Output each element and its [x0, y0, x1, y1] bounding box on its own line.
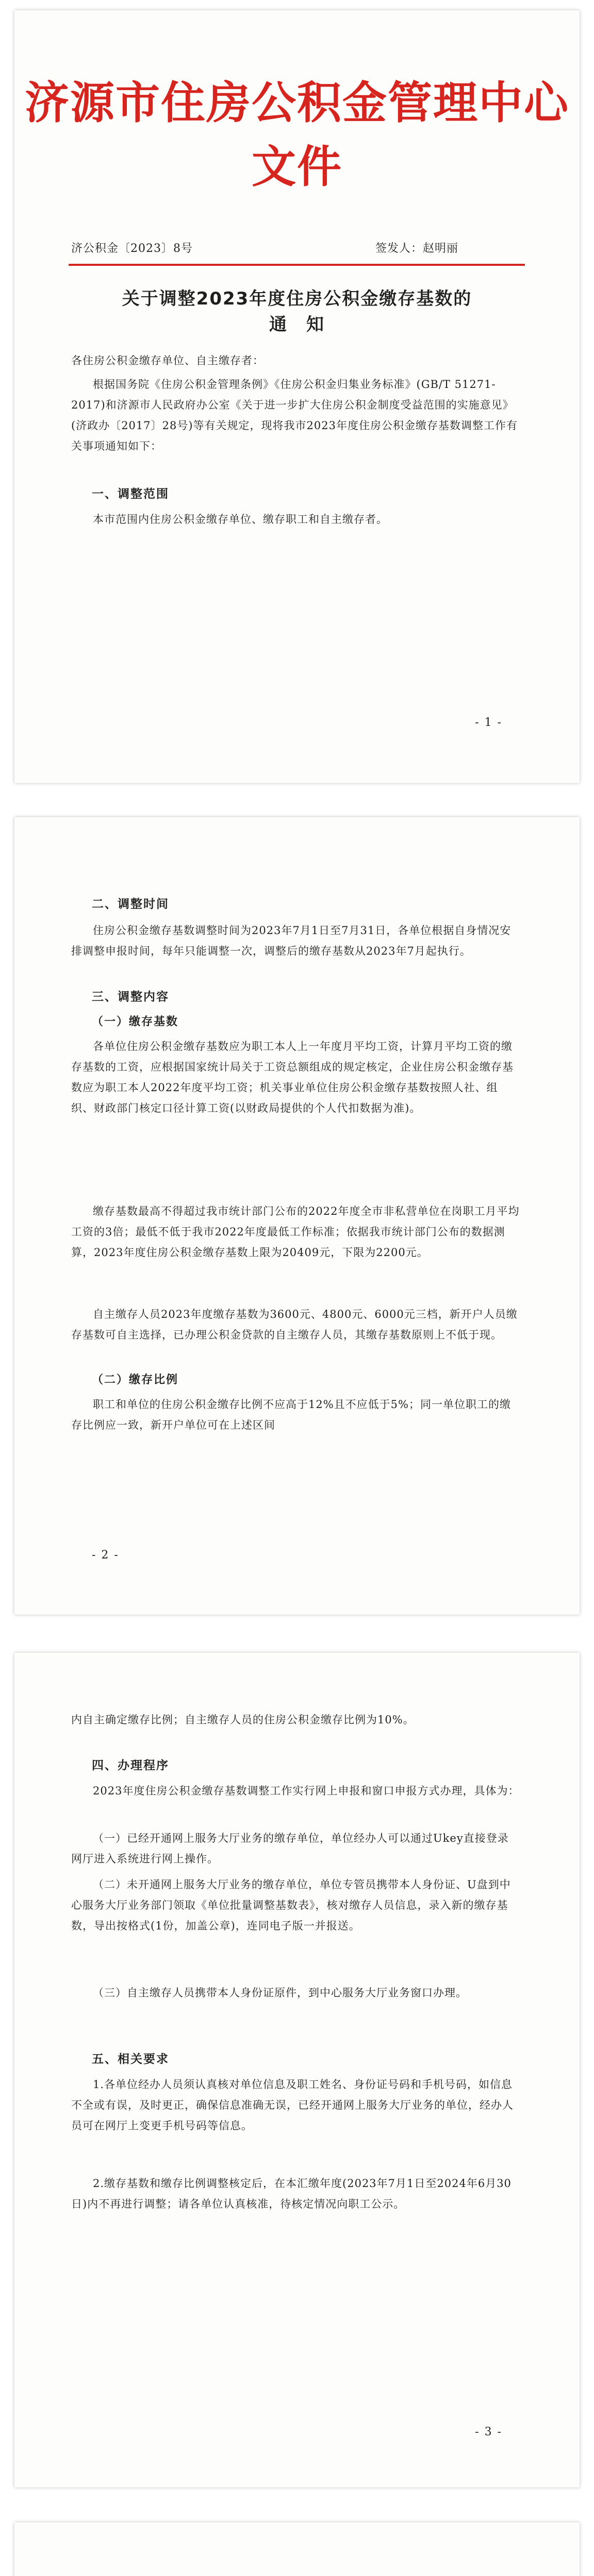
- intro-paragraph: [71, 374, 520, 456]
- sub1-text-1: 各单位住房公积金缴存基数应为职工本人上一年度月平均工资，计算月平均工资的缴存基数的工资，应根据国家统计局关于工资总额组成的规定核定，企业住房公积金缴存基数应为职工本人2022年度平均工资；机关事业单位住房公积金缴存基数按照人社、组织、财政部门核定口径计算工资(以财政局提供的个人代扣数据为准)。: [71, 1040, 514, 1114]
- section2-heading: 二、调整时间: [92, 897, 169, 911]
- step1-paragraph: [71, 1828, 520, 1869]
- cont-paragraph: [71, 1709, 520, 1730]
- step3-paragraph: [71, 1982, 520, 2003]
- intro-text: 根据国务院《住房公积金管理条例》《住房公积金归集业务标准》(GB/T 51271-2017)和济源市人民政府办公室《关于进一步扩大住房公积金制度受益范围的实施意见》(济政办〔2017〕28号)等有关规定，现将我市2023年度住房公积金缴存基数调整工作有关事项通知如下：: [71, 378, 518, 452]
- page-number-2: - 2 -: [92, 1549, 119, 1562]
- section3-heading: 三、调整内容: [92, 990, 169, 1004]
- page-number-3: - 3 -: [475, 2426, 502, 2438]
- document-page-1: [14, 10, 580, 783]
- section5-heading: 五、相关要求: [92, 2053, 169, 2066]
- section4-heading: 四、办理程序: [92, 1759, 169, 1772]
- document-page-3: [14, 1653, 580, 2487]
- req1-text: 1.各单位经办人员须认真核对单位信息及职工姓名、身份证号码和手机号码，如信息不全或有误，及时更正，确保信息准确无误，已经开通网上服务大厅业务的单位，经办人员可在网厅上变更手机号码等信息。: [71, 2078, 514, 2132]
- section4-intro: 2023年度住房公积金缴存基数调整工作实行网上申报和窗口申报方式办理，具体为：: [93, 1785, 520, 1797]
- section2-paragraph: [71, 920, 520, 961]
- page-number-1: - 1 -: [475, 716, 502, 729]
- signer-label: 签发人：赵明丽: [375, 242, 459, 255]
- req1-paragraph: [71, 2074, 520, 2136]
- addressee: [71, 350, 520, 371]
- sub2-heading: （二）缴存比例: [92, 1374, 179, 1386]
- section1-paragraph: [71, 509, 520, 530]
- sub1-text-2: 缴存基数最高不得超过我市统计部门公布的2022年度全市非私营单位在岗职工月平均工资的3倍；最低不低于我市2022年度最低工作标准；依据我市统计部门公布的数据测算，2023年度住房公积金缴存基数上限为20409元，下限为2200元。: [71, 1205, 520, 1259]
- document-header-title: 济源市住房公积金管理中心文件: [25, 77, 569, 193]
- sub1-heading: （一）缴存基数: [92, 1015, 179, 1028]
- sub2-paragraph: [71, 1394, 520, 1435]
- step2-text: （二）未开通网上服务大厅业务的缴存单位，单位专管员携带本人身份证、U盘到中心服务大厅业务部门领取《单位批量调整基数表》，核对缴存人员信息，录入新的缴存基数，导出按格式(1份，加盖公章)，连同电子版一并报送。: [71, 1878, 511, 1932]
- addressee-text: 各住房公积金缴存单位、自主缴存者：: [71, 354, 264, 367]
- req2-text: 2.缴存基数和缴存比例调整核定后，在本汇缴年度(2023年7月1日至2024年6月30日)内不再进行调整；请各单位认真核准，待核定情况向职工公示。: [71, 2177, 512, 2210]
- cont-text: 内自主确定缴存比例；自主缴存人员的住房公积金缴存比例为10%。: [71, 1714, 415, 1726]
- section1-text: 本市范围内住房公积金缴存单位、缴存职工和自主缴存者。: [93, 513, 388, 526]
- section1-heading: 一、调整范围: [92, 487, 169, 501]
- sub1-paragraph-2: [71, 1201, 520, 1263]
- step1-text: （一）已经开通网上服务大厅业务的缴存单位，单位经办人可以通过Ukey直接登录网厅进入系统进行网上操作。: [71, 1832, 509, 1865]
- notice-title-line2: 通 知: [269, 314, 325, 335]
- section2-text: 住房公积金缴存基数调整时间为2023年7月1日至7月31日，各单位根据自身情况安排调整申报时间，每年只能调整一次，调整后的缴存基数从2023年7月起执行。: [71, 924, 512, 957]
- section4-intro-paragraph: [71, 1781, 520, 1801]
- notice-title-line1: 关于调整2023年度住房公积金缴存基数的: [122, 289, 472, 309]
- step2-paragraph: [71, 1874, 520, 1936]
- document-page-2: [14, 817, 580, 1615]
- sub2-text: 职工和单位的住房公积金缴存比例不应高于12%且不应低于5%；同一单位职工的缴存比例应一致，新开户单位可在上述区间: [71, 1398, 511, 1431]
- document-page-4: [14, 2522, 580, 2576]
- req2-paragraph: [71, 2173, 520, 2214]
- step3-text: （三）自主缴存人员携带本人身份证原件，到中心服务大厅业务窗口办理。: [93, 1987, 467, 1999]
- sub1-text-3: 自主缴存人员2023年度缴存基数为3600元、4800元、6000元三档，新开户人员缴存基数可自主选择，已办理公积金贷款的自主缴存人员，其缴存基数原则上不低于现。: [71, 1308, 518, 1341]
- header-red-line: [69, 264, 525, 266]
- sub1-paragraph-1: [71, 1036, 520, 1118]
- document-number: 济公积金〔2023〕8号: [71, 242, 193, 255]
- sub1-paragraph-3: [71, 1304, 520, 1345]
